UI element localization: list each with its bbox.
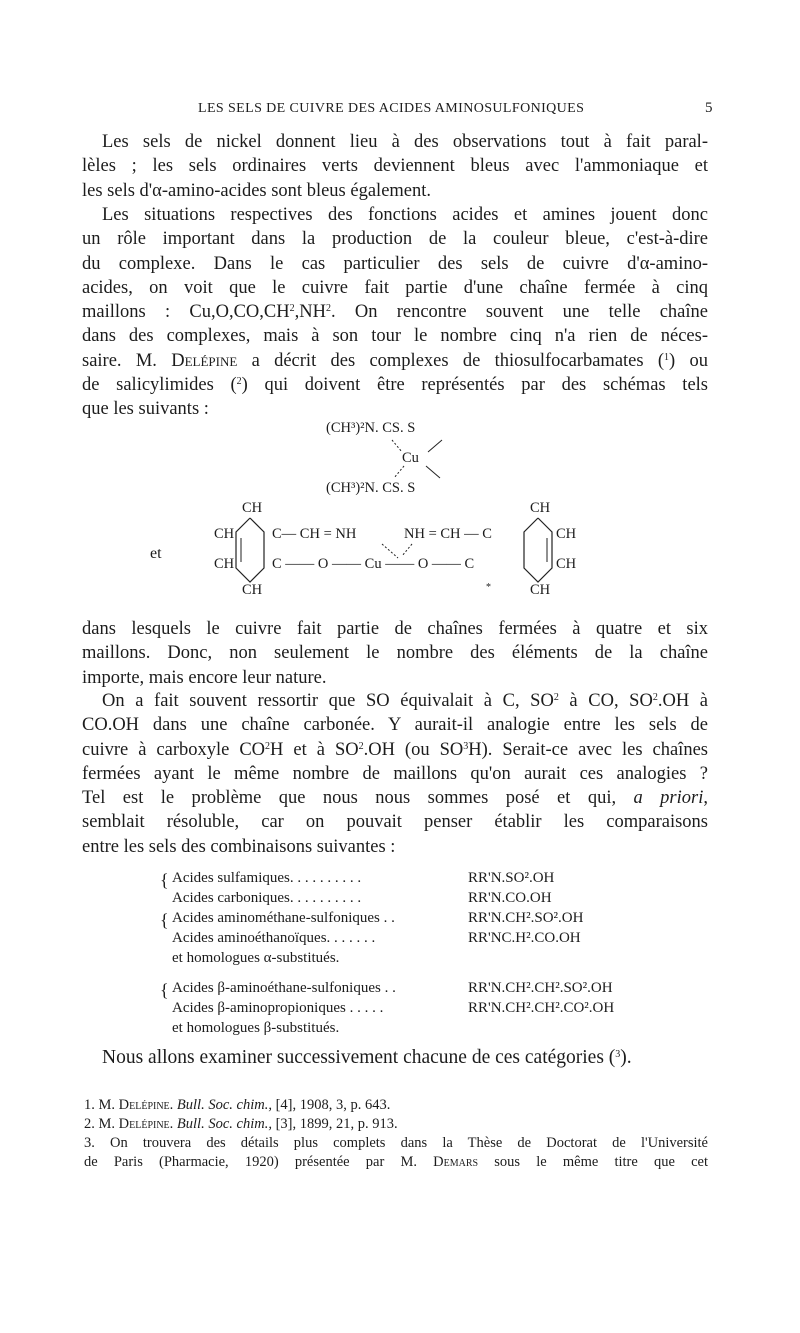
- text-line: [82, 373, 708, 397]
- acid-name: Acides aminoéthanoïques. . . . . . .: [172, 930, 376, 946]
- text-fragment: ,NH: [294, 302, 326, 323]
- acid-name: et homologues α-substitués.: [172, 950, 340, 966]
- acid-name: Acides β-aminoéthane-sulfoniques . .: [172, 980, 396, 996]
- ring-ch: CH: [214, 526, 235, 542]
- paragraph-situations: [82, 203, 708, 422]
- print-mark: *: [486, 582, 491, 593]
- text-fragment: H). Serait-ce avec les chaînes: [468, 739, 708, 760]
- acid-name: Acides β-aminopropioniques . . . . .: [172, 1000, 384, 1016]
- text-line: acides, on voit que le cuivre fait partie d'une chaîne fermée à cinq: [82, 277, 708, 298]
- acid-name: Acides sulfamiques. . . . . . . . . .: [172, 870, 362, 886]
- thiosulfocarbamate-scheme: [320, 420, 480, 500]
- journal-title: Bull. Soc. chim.,: [176, 1116, 272, 1132]
- text-line: fermées ayant le même nombre de maillons qu'on aurait ces analogies ?: [82, 763, 708, 784]
- scheme-bonds: [150, 500, 610, 600]
- acid-name: Acides aminométhane-sulfoniques . .: [172, 910, 395, 926]
- superscript: 2: [325, 303, 331, 315]
- paragraph-chains: [82, 617, 708, 690]
- text-line: [82, 349, 708, 373]
- text-fragment: ,: [703, 788, 708, 809]
- paragraph-nickel: [82, 130, 708, 203]
- acid-formula: RR'N.CH².CH².CO².OH: [468, 1000, 615, 1016]
- scheme-top-formula: (CH³)²N. CS. S: [326, 420, 416, 436]
- text-fragment: de Paris (Pharmacie, 1920) présentée par M.: [84, 1154, 434, 1170]
- ring-ch: CH: [214, 556, 235, 572]
- scheme-copper: Cu: [402, 450, 419, 466]
- superscript: 2: [289, 303, 295, 315]
- ring-ch: CH: [530, 582, 551, 598]
- superscript: 2: [652, 692, 658, 703]
- ring-ch: CH: [556, 556, 577, 572]
- text-fragment: à CO, SO: [558, 691, 653, 711]
- scheme-et: et: [150, 545, 162, 562]
- footnote-number: 1.: [84, 1097, 95, 1113]
- text-line: semblait résoluble, car on pouvait penser établir les comparaisons: [82, 812, 708, 833]
- text-fragment: On a fait souvent ressortir que SO équivalait à C, SO: [102, 691, 554, 711]
- footnote-ref[interactable]: 2: [236, 376, 242, 388]
- text-line: CO.OH dans une chaîne carbonée. Y aurait-il analogie entre les sels de: [82, 715, 708, 736]
- text-line: maillons. Donc, non seulement le nombre des éléments de la chaîne: [82, 643, 708, 664]
- text-line: Les situations respectives des fonctions acides et amines jouent donc: [102, 205, 708, 225]
- text-fragment: H et à SO: [270, 739, 359, 760]
- text-line: du complexe. Dans le cas particulier des sels de cuivre d'α-amino-: [82, 253, 708, 274]
- italic-phrase: a priori: [633, 788, 704, 809]
- journal-title: Bull. Soc. chim.,: [176, 1097, 272, 1113]
- text-fragment: . On rencontre souvent une telle chaîne: [330, 302, 708, 323]
- author-name: M. Delépine.: [98, 1116, 174, 1132]
- text-fragment: Tel est le problème que nous nous sommes posé et qui,: [82, 788, 634, 809]
- footnote-ref[interactable]: 3: [615, 1049, 621, 1060]
- acid-name: et homologues β-substitués.: [172, 1020, 340, 1036]
- text-line: Les sels de nickel donnent lieu à des observations tout à fait paral-: [102, 132, 708, 152]
- acid-formula: RR'N.CH².SO².OH: [468, 910, 584, 926]
- text-fragment: de salicylimides (: [82, 375, 237, 396]
- page-number: 5: [705, 100, 713, 116]
- citation: [4], 1908, 3, p. 643.: [275, 1097, 391, 1113]
- text-fragment: ) qui doivent être représentés par des schémas tels: [241, 375, 708, 396]
- text-line: [82, 689, 708, 713]
- superscript: 2: [553, 692, 559, 703]
- text-fragment: ).: [620, 1047, 632, 1068]
- paragraph-analogies: [82, 689, 708, 859]
- ring-ch: CH: [242, 582, 263, 598]
- superscript: 2: [265, 740, 271, 752]
- text-fragment: cuivre à carboxyle CO: [82, 739, 266, 760]
- text-line: lèles ; les sels ordinaires verts deviennent bleus avec l'ammoniaque et: [82, 156, 708, 177]
- acid-formula: RR'NC.H².CO.OH: [468, 930, 581, 946]
- footnote-number: 2.: [84, 1116, 95, 1132]
- running-header: LES SELS DE CUIVRE DES ACIDES AMINOSULFONIQUES: [198, 101, 585, 116]
- text-fragment: .OH à: [657, 691, 708, 711]
- superscript: 2: [358, 740, 364, 752]
- group-brace: {: [160, 870, 169, 890]
- paragraph-examine: [82, 1046, 708, 1070]
- acid-formula: RR'N.SO².OH: [468, 870, 555, 886]
- author-name: Delépine: [171, 350, 238, 371]
- text-fragment: saire. M.: [82, 350, 172, 371]
- text-line: un rôle important dans la production de la couleur bleue, c'est-à-dire: [82, 229, 708, 250]
- footnote-1: [84, 1096, 708, 1115]
- right-imine-chain: NH = CH — C: [404, 526, 492, 542]
- text-fragment: maillons : Cu,O,CO,CH: [82, 302, 290, 323]
- text-fragment: sous le même titre que cet: [478, 1154, 708, 1170]
- scheme-bonds: [320, 420, 480, 500]
- acid-name: Acides carboniques. . . . . . . . . .: [172, 890, 362, 906]
- ring-ch: CH: [530, 500, 551, 516]
- footnote-3: 3. On trouvera des détails plus complets dans la Thèse de Doctorat de l'Université: [84, 1135, 708, 1151]
- footnotes: [84, 1096, 708, 1172]
- ring-ch: CH: [556, 526, 577, 542]
- text-line: [82, 786, 708, 810]
- acid-formula: RR'N.CH².CH².SO².OH: [468, 980, 613, 996]
- text-fragment: Nous allons examiner successivement chacune de ces catégories (: [102, 1047, 616, 1068]
- footnote-3-cont: [84, 1153, 708, 1172]
- text-line: dans des complexes, mais à son tour le nombre cinq n'a rien de néces-: [82, 326, 708, 347]
- text-line: entre les sels des combinaisons suivantes :: [82, 836, 396, 857]
- oxygen-copper-chain: C —— O —— Cu —— O —— C: [272, 556, 475, 572]
- author-name: Demars: [433, 1154, 479, 1170]
- acid-formula: RR'N.CO.OH: [468, 890, 552, 906]
- salicylimide-scheme: [150, 500, 610, 600]
- ring-ch: CH: [242, 500, 263, 516]
- text-fragment: a décrit des complexes de thiosulfocarbamates (: [237, 350, 665, 371]
- footnote-2: [84, 1115, 708, 1134]
- text-line: les sels d'α-amino-acides sont bleus également.: [82, 180, 432, 201]
- text-line: que les suivants :: [82, 399, 209, 420]
- group-brace: {: [160, 980, 169, 1000]
- group-brace: {: [160, 910, 169, 930]
- text-line: [82, 738, 708, 762]
- scheme-bottom-formula: (CH³)²N. CS. S: [326, 480, 416, 496]
- text-line: dans lesquels le cuivre fait partie de chaînes fermées à quatre et six: [82, 619, 708, 639]
- text-line: [82, 300, 708, 324]
- author-name: M. Delépine.: [98, 1097, 174, 1113]
- text-line: [82, 1046, 708, 1070]
- text-fragment: .OH (ou SO: [363, 739, 464, 760]
- citation: [3], 1899, 21, p. 913.: [275, 1116, 398, 1132]
- superscript: 3: [463, 740, 469, 752]
- left-imine-chain: C— CH = NH: [272, 526, 357, 542]
- text-fragment: ) ou: [669, 350, 708, 371]
- footnote-ref[interactable]: 1: [664, 351, 670, 363]
- text-line: importe, mais encore leur nature.: [82, 667, 327, 688]
